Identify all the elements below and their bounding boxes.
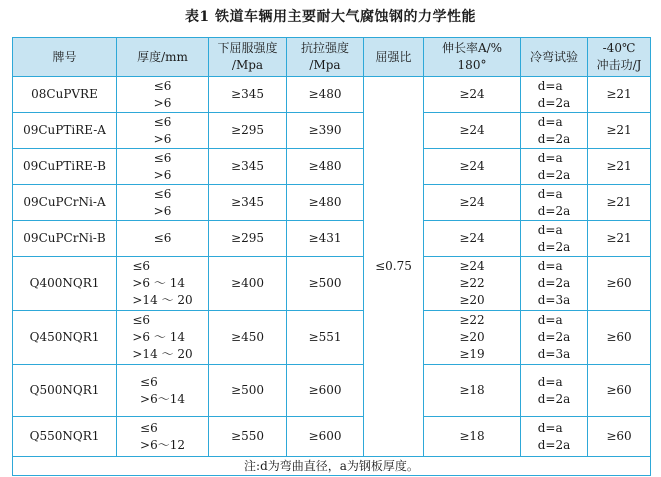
header-grade: 牌号: [13, 38, 117, 77]
bend-test-cell-line: d=a: [537, 374, 563, 389]
bend-test-cell-line: d=a: [537, 259, 563, 273]
thickness-cell-line: >14 ～ 20: [132, 293, 193, 307]
grade-cell: 09CuPTiRE-B: [13, 149, 117, 185]
impact-energy-cell: ≥60: [588, 257, 651, 311]
bend-test-cell-line: d=2a: [537, 131, 571, 146]
elongation-cell-line: ≥18: [459, 429, 485, 443]
thickness-cell-line: >6: [153, 95, 172, 110]
elongation-cell: [424, 257, 521, 311]
thickness-cell-line: >6: [153, 203, 172, 218]
yield-strength-cell: ≥345: [209, 185, 287, 221]
bend-test-cell-line: d=a: [537, 186, 563, 201]
thickness-cell-line: ≤6: [153, 231, 172, 245]
yield-strength-cell: ≥450: [209, 311, 287, 365]
impact-energy-cell: ≥60: [588, 365, 651, 417]
table-row: [13, 185, 651, 221]
header-yield-strength: 下屈服强度 /Mpa: [209, 38, 287, 77]
bend-test-cell-line: d=2a: [537, 95, 571, 110]
elongation-cell-line: ≥24: [459, 231, 485, 245]
thickness-cell: [117, 417, 209, 457]
thickness-cell-line: ≤6: [132, 313, 151, 327]
tensile-strength-cell: ≥431: [287, 221, 364, 257]
grade-cell: 08CuPVRE: [13, 77, 117, 113]
bend-test-cell-line: d=a: [537, 222, 563, 237]
thickness-cell-line: ≤6: [132, 259, 151, 273]
elongation-cell-line: ≥18: [459, 383, 485, 397]
yield-ratio-cell: ≤0.75: [364, 77, 424, 457]
elongation-cell: [424, 185, 521, 221]
tensile-strength-cell: ≥480: [287, 77, 364, 113]
table-row: [13, 77, 651, 113]
tensile-strength-cell: ≥480: [287, 185, 364, 221]
table-row: [13, 311, 651, 365]
impact-energy-cell: ≥21: [588, 221, 651, 257]
yield-strength-cell: ≥400: [209, 257, 287, 311]
thickness-cell: [117, 365, 209, 417]
thickness-cell: [117, 257, 209, 311]
bend-test-cell-line: d=a: [537, 420, 563, 435]
grade-cell: Q550NQR1: [13, 417, 117, 457]
elongation-cell-line: ≥19: [459, 347, 485, 361]
elongation-cell-line: ≥24: [459, 123, 485, 137]
bend-test-cell-line: d=2a: [537, 276, 571, 290]
impact-energy-cell: ≥21: [588, 77, 651, 113]
grade-cell: 09CuPTiRE-A: [13, 113, 117, 149]
elongation-cell-line: ≥24: [459, 87, 485, 101]
bend-test-cell: [521, 417, 588, 457]
elongation-cell-line: ≥20: [459, 293, 485, 307]
elongation-cell: [424, 149, 521, 185]
thickness-cell: [117, 77, 209, 113]
yield-strength-cell: ≥500: [209, 365, 287, 417]
bend-test-cell-line: d=a: [537, 78, 563, 93]
elongation-cell: [424, 113, 521, 149]
yield-strength-cell: ≥550: [209, 417, 287, 457]
bend-test-cell-line: d=2a: [537, 239, 571, 254]
tensile-strength-cell: ≥600: [287, 365, 364, 417]
header-row: [13, 38, 651, 77]
bend-test-cell: [521, 221, 588, 257]
thickness-cell-line: >14 ～ 20: [132, 347, 193, 361]
table-note: 注:d为弯曲直径，a为钢板厚度。: [13, 457, 651, 476]
impact-energy-cell: ≥60: [588, 311, 651, 365]
grade-cell: Q400NQR1: [13, 257, 117, 311]
impact-energy-cell: ≥21: [588, 149, 651, 185]
elongation-cell-line: ≥22: [459, 313, 485, 327]
bend-test-cell-line: d=3a: [537, 293, 571, 307]
header-thickness: 厚度/mm: [117, 38, 209, 77]
bend-test-cell: [521, 149, 588, 185]
elongation-cell-line: ≥24: [459, 259, 485, 273]
header-elongation: 伸长率A/% 180°: [424, 38, 521, 77]
grade-cell: Q450NQR1: [13, 311, 117, 365]
bend-test-cell-line: d=2a: [537, 330, 571, 344]
tensile-strength-cell: ≥551: [287, 311, 364, 365]
impact-energy-cell: ≥60: [588, 417, 651, 457]
tensile-strength-cell: ≥500: [287, 257, 364, 311]
thickness-cell: [117, 185, 209, 221]
elongation-cell-line: ≥24: [459, 159, 485, 173]
bend-test-cell: [521, 365, 588, 417]
elongation-cell: [424, 365, 521, 417]
note-row: [13, 457, 651, 476]
elongation-cell: [424, 77, 521, 113]
grade-cell: Q500NQR1: [13, 365, 117, 417]
thickness-cell-line: ≤6: [153, 78, 172, 93]
elongation-cell-line: ≥24: [459, 195, 485, 209]
thickness-cell-line: ≤6: [153, 150, 172, 165]
bend-test-cell-line: d=a: [537, 150, 563, 165]
thickness-cell-line: ≤6: [153, 114, 172, 129]
elongation-cell: [424, 417, 521, 457]
elongation-cell: [424, 311, 521, 365]
thickness-cell: [117, 221, 209, 257]
bend-test-cell-line: d=2a: [537, 167, 571, 182]
elongation-cell-line: ≥22: [459, 276, 485, 290]
bend-test-cell-line: d=3a: [537, 347, 571, 361]
thickness-cell-line: >6 ～ 14: [132, 330, 185, 344]
elongation-cell-line: ≥20: [459, 330, 485, 344]
header-tensile-strength: 抗拉强度 /Mpa: [287, 38, 364, 77]
bend-test-cell: [521, 185, 588, 221]
tensile-strength-cell: ≥480: [287, 149, 364, 185]
bend-test-cell-line: d=2a: [537, 437, 571, 452]
bend-test-cell-line: d=2a: [537, 391, 571, 406]
thickness-cell-line: >6～14: [140, 391, 185, 406]
table-caption: 表1 铁道车辆用主要耐大气腐蚀钢的力学性能: [184, 9, 477, 25]
thickness-cell-line: ≤6: [140, 420, 158, 435]
table-row: [13, 221, 651, 257]
header-yield-ratio: 屈强比: [364, 38, 424, 77]
yield-strength-cell: ≥345: [209, 149, 287, 185]
bend-test-cell-line: d=a: [537, 313, 563, 327]
table-row: [13, 149, 651, 185]
bend-test-cell: [521, 77, 588, 113]
yield-strength-cell: ≥295: [209, 113, 287, 149]
header-bend-test: 冷弯试验: [521, 38, 588, 77]
bend-test-cell-line: d=2a: [537, 203, 571, 218]
table-row: [13, 257, 651, 311]
table-row: [13, 365, 651, 417]
impact-energy-cell: ≥21: [588, 113, 651, 149]
mechanical-properties-table: [12, 37, 651, 476]
tensile-strength-cell: ≥600: [287, 417, 364, 457]
table-body: [13, 77, 651, 457]
grade-cell: 09CuPCrNi-B: [13, 221, 117, 257]
bend-test-cell: [521, 257, 588, 311]
thickness-cell-line: >6～12: [140, 437, 185, 452]
thickness-cell: [117, 311, 209, 365]
elongation-cell: [424, 221, 521, 257]
table-row: [13, 113, 651, 149]
thickness-cell-line: >6: [153, 131, 172, 146]
bend-test-cell-line: d=a: [537, 114, 563, 129]
yield-strength-cell: ≥345: [209, 77, 287, 113]
bend-test-cell: [521, 113, 588, 149]
tensile-strength-cell: ≥390: [287, 113, 364, 149]
table-row: [13, 417, 651, 457]
grade-cell: 09CuPCrNi-A: [13, 185, 117, 221]
thickness-cell-line: >6: [153, 167, 172, 182]
thickness-cell: [117, 113, 209, 149]
bend-test-cell: [521, 311, 588, 365]
thickness-cell-line: >6 ～ 14: [132, 276, 185, 290]
header-impact-energy: -40℃ 冲击功/J: [588, 38, 651, 77]
thickness-cell-line: ≤6: [140, 374, 158, 389]
thickness-cell: [117, 149, 209, 185]
impact-energy-cell: ≥21: [588, 185, 651, 221]
yield-strength-cell: ≥295: [209, 221, 287, 257]
thickness-cell-line: ≤6: [153, 186, 172, 201]
